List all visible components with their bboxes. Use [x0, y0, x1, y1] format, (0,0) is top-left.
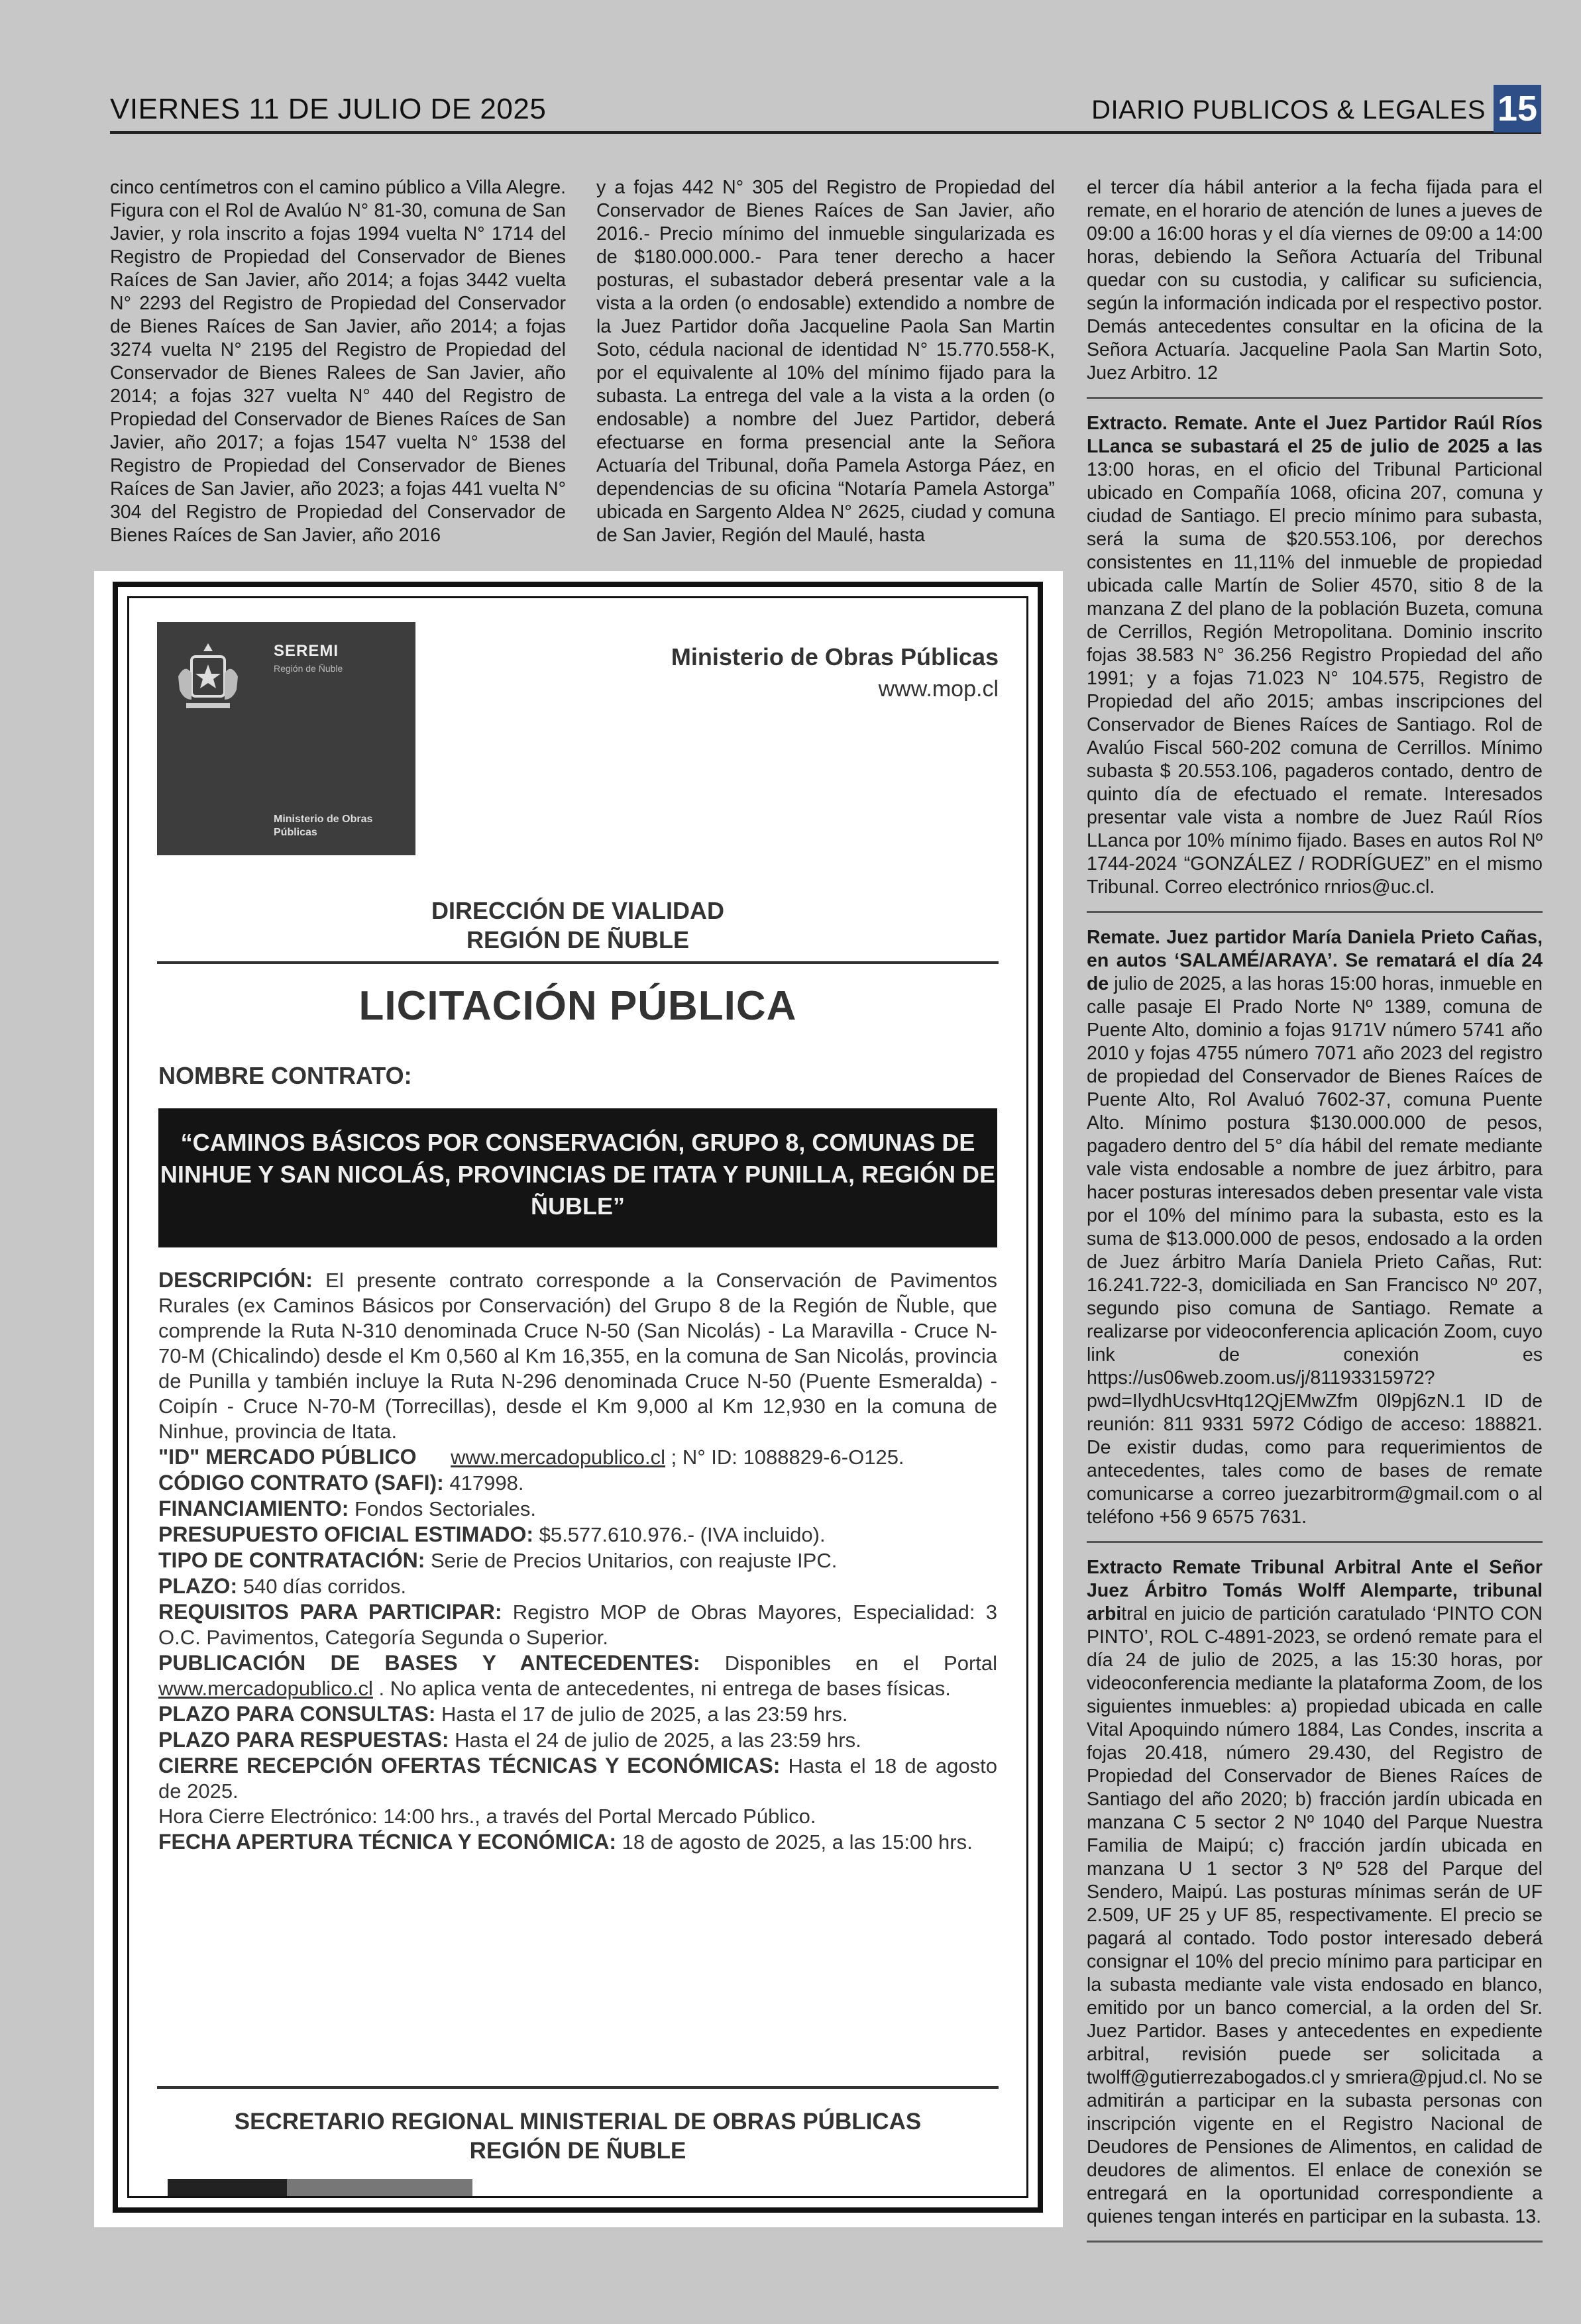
- notice-4: [1087, 1556, 1543, 2243]
- notice-heading: Extracto. Remate. Ante el Juez Partidor Raúl Ríos LLanca se subastará el 25 de julio de 2025 a las: [1087, 413, 1543, 457]
- ad-body: [158, 1267, 997, 1855]
- footer-bar-dark: [168, 2179, 287, 2196]
- field-label: FINANCIAMIENTO:: [158, 1497, 349, 1520]
- licitacion-ad: [94, 571, 1063, 2227]
- notice-2: [1087, 412, 1543, 913]
- field-value: 18 de agosto de 2025, a las 15:00 hrs.: [616, 1830, 973, 1854]
- ad-title: LICITACIÓN PÚBLICA: [358, 983, 797, 1029]
- field-value: Registro MOP de Obras Mayores, Especialidad: 3 O.C. Pavimentos, Categoría Segunda o Superior.: [158, 1601, 998, 1649]
- field-value: El presente contrato corresponde a la Conservación de Pavimentos Rurales (ex Caminos Básicos por Conservación) del Grupo 8 de la Región de Ñuble, que comprende la Ruta N-310 denominada Cruce N-50 (San Nicolás) - La Maravilla - Cruce N-70-M (Chicalindo) desde el Km 0,560 al Km 16,355, en la comuna de San Nicolás, provincia de Punilla y también incluye la Ruta N-296 denominada Cruce N-50 (Puente Esmeralda) - Coipín - Cruce N-70-M (Torrecillas), desde el Km 9,000 al Km 12,930 en la comuna de Ninhue, provincia de Itata.: [158, 1269, 997, 1443]
- notice-text: tral en juicio de partición caratulado ‘PINTO CON PINTO’, ROL C-4891-2023, se ordenó remate para el día 24 de julio de 2025, a las 15:30 horas, por videoconferencia mediante la plataforma Zoom, de los siguientes inmuebles: a) propiedad ubicada en calle Vital Apoquindo número 1884, Las Condes, inscrita a fojas 20.418, número 29.430, del Registro de Propiedad del Conservador de Bienes Raíces de Santiago del año 2020; b) fracción jardín ubicada en manzana C 5 sector 2 Nº 1040 del Parque Nuestra Familia de Maipú; c) fracción jardín ubicada en manzana U 1 sector 3 Nº 528 del Parque del Sendero, Maipú. Las posturas mínimas serán de UF 2.509, UF 25 y UF 85, respectivamente. El precio se pagará al contado. Todo postor interesado deberá consignar el 10% del precio mínimo para participar en la subasta mediante vale vista endosado en blanco, emitido por un banco comercial, a la orden del Sr. Juez Partidor. Bases y antecedentes en expediente arbitral, revisión puede ser solicitada a twolff@gutierrezabogados.cl y smriera@pjud.cl. No se admitirán a participar en la subasta personas con inscripción vigente en el Registro Nacional de Deudores de Pensiones de Alimentos, en calidad de deudores de alimentos. El enlace de conexión se entregará en la oportunidad correspondiente a quienes tengan interés en participar en la subasta. 13.: [1087, 1603, 1543, 2227]
- signature-line-1: SECRETARIO REGIONAL MINISTERIAL DE OBRAS PÚBLICAS: [234, 2109, 922, 2135]
- contract-name-box: [158, 1108, 997, 1247]
- field-value: Hasta el 24 de julio de 2025, a las 23:59 hrs.: [449, 1728, 861, 1752]
- field-label: CIERRE RECEPCIÓN OFERTAS TÉCNICAS Y ECONÓMICAS:: [158, 1754, 781, 1777]
- seremi-title: SEREMI: [274, 642, 339, 660]
- field-value: ; N° ID: 1088829-6-O125.: [665, 1446, 904, 1469]
- direccion-line-1: DIRECCIÓN DE VIALIDAD: [431, 897, 725, 924]
- signature-block: [129, 2107, 1026, 2166]
- field-value: Fondos Sectoriales.: [349, 1497, 536, 1520]
- notice-text: julio de 2025, a las horas 15:00 horas, inmueble en calle pasaje El Prado Norte Nº 1389, comuna de Puente Alto, dominio a fojas 9171V número 5741 año 2010 y fojas 4755 número 7071 año 2023 del registro de propiedad del Conservador de Bienes Raíces de Puente Alto, Rol Avaluó 7602-37, comuna Puente Alto. Mínimo postura $130.000.000 de pesos, pagadero dentro del 5° día hábil del remate mediante vale vista endosable a nombre de juez árbitro, para hacer posturas interesados deben presentar vale vista por el 10% del mínimo para la subasta, esto es la suma de $13.000.000 de pesos, endosado a la orden de Juez árbitro María Daniela Prieto Cañas, Rut: 16.241.722-3, domiciliada en San Francisco Nº 207, segundo piso comuna de Santiago. Remate a realizarse por videoconferencia aplicación Zoom, cuyo link de conexión es https://us06web.zoom.us/j/81193315972?pwd=IlydhUcsvHtq12QjEMwZfm 0l9pj6zN.1 ID de reunión: 811 9331 5972 Código de acceso: 188821. De existir dudas, como para requerimientos de antecedentes, tales como de bases de remate comunicarse a correo juezarbitrorm@gmail.com o al teléfono +56 9 6575 7631.: [1087, 973, 1543, 1528]
- divider: [157, 2086, 999, 2089]
- field-label: DESCRIPCIÓN:: [158, 1268, 313, 1292]
- column-2: [596, 176, 1055, 547]
- field-label: PLAZO PARA CONSULTAS:: [158, 1702, 436, 1726]
- direccion-line-2: REGIÓN DE ÑUBLE: [466, 926, 690, 953]
- chile-crest-icon: [172, 637, 245, 723]
- field-value: 540 días corridos.: [237, 1575, 407, 1598]
- direccion-heading: [129, 896, 1026, 955]
- notice-text: cinco centímetros con el camino público a Villa Alegre. Figura con el Rol de Avalúo N° 81-30, comuna de San Javier, y rola inscrito a fojas 1994 vuelta N° 1714 del Registro de Propiedad del Conservador de Bienes Raíces de San Javier, año 2014; a fojas 3442 vuelta N° 2293 del Registro de Propiedad del Conservador de Bienes Raíces de San Javier, año 2014; a fojas 3274 vuelta N° 2195 del Registro de Propiedad del Conservador de Bienes Ralees de San Javier, año 2014; a fojas 327 vuelta N° 440 del Registro de Propiedad del Conservador de Bienes Raíces de San Javier, año 2017; a fojas 1547 vuelta N° 1538 del Registro de Propiedad del Conservador de Bienes Raíces de San Javier, año 2023; a fojas 441 vuelta N° 304 del Registro de Propiedad del Conservador de Bienes Raíces de San Javier, año 2016: [110, 177, 566, 546]
- mercadopublico-link: www.mercadopublico.cl: [451, 1446, 666, 1469]
- field-label: TIPO DE CONTRATACIÓN:: [158, 1548, 425, 1572]
- field-label: "ID" MERCADO PÚBLICO: [158, 1445, 417, 1469]
- mercadopublico-link: www.mercadopublico.cl: [158, 1677, 373, 1700]
- header-paper-name: DIARIO PUBLICOS & LEGALES: [1091, 95, 1486, 125]
- field-label: REQUISITOS PARA PARTICIPAR:: [158, 1600, 502, 1624]
- notice-heading: Remate. Juez partidor María Daniela Prieto Cañas, en autos ‘SALAMÉ/ARAYA’. Se rematará el día 24 de: [1087, 927, 1543, 994]
- field-value: $5.577.610.976.- (IVA incluido).: [533, 1523, 826, 1546]
- seremi-region: Región de Ñuble: [274, 663, 343, 674]
- header-date: VIERNES 11 DE JULIO DE 2025: [110, 93, 547, 125]
- notice-3: [1087, 926, 1543, 1543]
- seremi-ministry: Ministerio de Obras Públicas: [274, 814, 373, 838]
- field-value: Hora Cierre Electrónico: 14:00 hrs., a través del Portal Mercado Público.: [158, 1805, 816, 1828]
- field-label: PUBLICACIÓN DE BASES Y ANTECEDENTES:: [158, 1651, 700, 1675]
- contract-name: “CAMINOS BÁSICOS POR CONSERVACIÓN, GRUPO 8, COMUNAS DE NINHUE Y SAN NICOLÁS, PROVINCIAS DE ITATA Y PUNILLA, REGIÓN DE ÑUBLE”: [160, 1129, 996, 1220]
- notice-heading: Extracto Remate Tribunal Arbitral Ante el Señor Juez Árbitro Tomás Wolff Alemparte, tribunal arbi: [1087, 1557, 1543, 1624]
- field-value: Serie de Precios Unitarios, con reajuste IPC.: [425, 1549, 838, 1572]
- ministry-name: Ministerio de Obras Públicas: [671, 643, 999, 670]
- field-label: CÓDIGO CONTRATO (SAFI):: [158, 1471, 444, 1495]
- column-3: [1087, 176, 1543, 2256]
- field-value: Disponibles en el Portal: [700, 1652, 998, 1675]
- column-1: [110, 176, 566, 547]
- field-value: . No aplica venta de antecedentes, ni entrega de bases físicas.: [372, 1677, 951, 1700]
- field-label: PLAZO:: [158, 1574, 238, 1598]
- seremi-logo: [157, 622, 415, 855]
- ad-inner-frame: [127, 596, 1028, 2198]
- signature-line-2: REGIÓN DE ÑUBLE: [469, 2138, 686, 2164]
- notice-1: [1087, 176, 1543, 399]
- field-label: PRESUPUESTO OFICIAL ESTIMADO:: [158, 1522, 533, 1546]
- field-value: Hasta el 17 de julio de 2025, a las 23:59 hrs.: [435, 1703, 848, 1726]
- ministry-url: www.mop.cl: [878, 676, 999, 702]
- divider: [157, 961, 999, 964]
- field-label: FECHA APERTURA TÉCNICA Y ECONÓMICA:: [158, 1830, 616, 1854]
- footer-bar-grey: [287, 2179, 472, 2196]
- field-value: Hasta el 18 de agosto de 2025.: [158, 1754, 998, 1803]
- notice-text: el tercer día hábil anterior a la fecha fijada para el remate, en el horario de atención de lunes a jueves de 09:00 a 16:00 horas y el día viernes de 09:00 a 14:00 horas, debiendo la Señora Actuaría del Tribunal quedar con su custodia, y calificar su suficiencia, según la información indicada por el respectivo postor. Demás antecedentes consultar en la oficina de la Señora Actuaría. Jacqueline Paola San Martin Soto, Juez Arbitro. 12: [1087, 177, 1543, 384]
- page-number: 15: [1494, 85, 1541, 132]
- field-value: 417998.: [443, 1471, 524, 1495]
- contract-name-label: NOMBRE CONTRATO:: [158, 1062, 412, 1089]
- notice-text: 13:00 horas, en el oficio del Tribunal Particional ubicado en Compañía 1068, oficina 207, comuna y ciudad de Santiago. El precio mínimo para subasta, será la suma de $20.553.106, por derechos consistentes en 11,11% del inmueble de propiedad ubicada calle Martín de Solier 4570, sitio 8 de la manzana Z del plano de la población Buzeta, comuna de Cerrillos, Región Metropolitana. Dominio inscrito fojas 38.583 N° 36.256 Registro Propiedad del año 1991; y a fojas 71.023 N° 104.575, Registro de Propiedad del año 2015; ambas inscripciones del Conservador de Bienes Raíces de Santiago. Rol de Avalúo Fiscal 560-202 comuna de Cerrillos. Mínimo subasta $ 20.553.106, pagaderos contado, dentro de quinto día de efectuado el remate. Interesados presentar vale vista a nombre de Juez Raúl Ríos LLanca por 10% mínimo fijado. Bases en autos Rol Nº 1744-2024 “GONZÁLEZ / RODRÍGUEZ” en el mismo Tribunal. Correo electrónico rnrios@uc.cl.: [1087, 459, 1543, 898]
- ad-frame: [113, 582, 1043, 2213]
- notice-text: y a fojas 442 N° 305 del Registro de Propiedad del Conservador de Bienes Raíces de San Javier, año 2016.- Precio mínimo del inmueble singularizada es de $180.000.000.- Para tener derecho a hacer posturas, el subastador deberá presentar vale a la vista a la orden (o endosable) extendido a nombre de la Juez Partidor doña Jacqueline Paola San Martin Soto, cédula nacional de identidad N° 15.770.558-K, por el equivalente al 10% del mínimo fijado para la subasta. La entrega del vale a la vista a la orden (o endosable) a nombre del Juez Partidor, deberá efectuarse en forma presencial ante la Señora Actuaría del Tribunal, doña Pamela Astorga Páez, en dependencias de su oficina “Notaría Pamela Astorga” ubicada en Sargento Aldea N° 2625, ciudad y comuna de San Javier, Región del Maulé, hasta: [596, 177, 1055, 546]
- page-header: [110, 85, 1541, 134]
- field-label: PLAZO PARA RESPUESTAS:: [158, 1728, 449, 1752]
